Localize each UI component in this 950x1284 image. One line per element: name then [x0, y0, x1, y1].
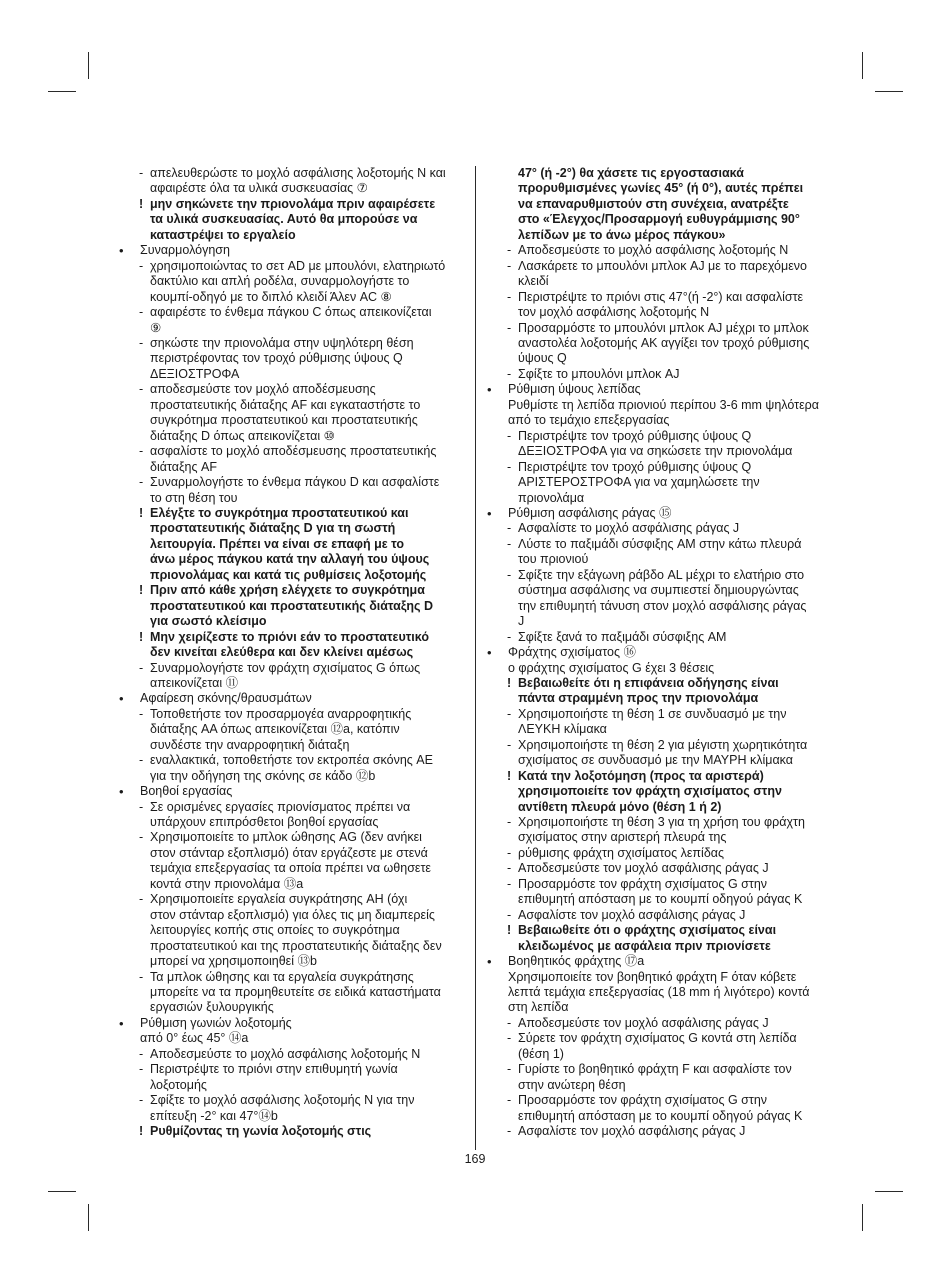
bullet-marker: • — [119, 784, 124, 800]
dash-marker: - — [139, 753, 144, 768]
text-line: Σφίξτε το μπουλόνι μπλοκ AJ — [518, 366, 680, 381]
warning-note — [487, 923, 847, 954]
instruction-step — [119, 753, 471, 784]
text-line: Σε ορισμένες εργασίες πριονίσματος πρέπει να — [150, 799, 411, 814]
instruction-step — [487, 429, 847, 460]
text-line: χρησιμοποιείτε τον φράχτη σχισίματος στην — [518, 784, 782, 799]
instruction-step — [119, 661, 471, 692]
text-line: Προσαρμόστε τον φράχτη σχισίματος G στην — [518, 876, 768, 891]
text-line: Περιστρέψτε το πριόνι στις 47°(ή -2°) και ασφαλίστε — [518, 289, 804, 304]
text-line: δεν κινείται ελεύθερα και δεν κλείνει αμέσως — [150, 645, 414, 660]
dash-marker: - — [139, 892, 144, 907]
text-line: Μην χειρίζεστε το πριόνι εάν το προστατευτικό — [150, 629, 429, 644]
bullet-marker: • — [119, 691, 124, 707]
text-line: Ρύθμιση ασφάλισης ράγας ⑮ — [508, 505, 672, 520]
text-line: αφαιρέστε όλα τα υλικά συσκευασίας ⑦ — [150, 181, 368, 196]
instruction-step — [119, 259, 471, 305]
text-line: προστατευτικού και προστατευτικής διάταξης D — [150, 598, 434, 613]
paragraph — [487, 970, 847, 1016]
text-line: αναστολέα λοξοτομής AK αγγίξει τον τροχό ρύθμισης — [518, 335, 810, 350]
text-line: κοντά στην πριονολάμα ⑬a — [150, 876, 304, 891]
instruction-step — [119, 1047, 471, 1062]
instruction-step — [119, 336, 471, 382]
dash-marker: - — [507, 289, 512, 304]
text-line: του πριονιού — [518, 552, 589, 567]
instruction-step — [487, 1031, 847, 1062]
text-line: Συναρμολογήστε τον φράχτη σχισίματος G όπως — [150, 660, 421, 675]
dash-marker: - — [139, 1093, 144, 1108]
dash-marker: - — [507, 320, 512, 335]
text-line: Προσαρμόστε το μπουλόνι μπλοκ AJ μέχρι το μπλοκ — [518, 320, 809, 335]
text-line: Περιστρέψτε τον τροχό ρύθμισης ύψους Q — [518, 459, 752, 474]
text-line: από 0° έως 45° ⑭a — [140, 1031, 249, 1046]
instruction-step — [119, 830, 471, 892]
crop-mark-bottom-left-horizontal — [48, 1191, 76, 1192]
section-heading — [487, 506, 847, 521]
dash-marker: - — [139, 258, 144, 273]
dash-marker: - — [139, 166, 144, 180]
text-line: κλειδί — [518, 274, 549, 289]
text-line: το στη θέση του — [150, 490, 238, 505]
warning-marker: ! — [139, 629, 144, 644]
text-line: πάντα στραμμένη προς την πριονολάμα — [518, 691, 759, 706]
dash-marker: - — [507, 1015, 512, 1030]
instruction-step — [487, 877, 847, 908]
right-column — [487, 166, 847, 1140]
instruction-step — [487, 861, 847, 876]
text-line: Πριν από κάθε χρήση ελέγχετε το συγκρότημα — [150, 583, 425, 598]
warning-note — [119, 583, 471, 629]
bullet-marker: • — [487, 645, 492, 661]
dash-marker: - — [507, 1093, 512, 1108]
text-line: κουμπί-οδηγό με το διπλό κλειδί Άλεν AC ⑧ — [150, 289, 392, 304]
instruction-step — [487, 1093, 847, 1124]
warning-note — [487, 769, 847, 815]
text-line: Γυρίστε το βοηθητικό φράχτη F και ασφαλίστε τον — [518, 1062, 792, 1077]
dash-marker: - — [507, 459, 512, 474]
instruction-step — [119, 305, 471, 336]
dash-marker: - — [507, 521, 512, 536]
text-line: Συναρμολόγηση — [140, 243, 230, 258]
text-line: λοξοτομής — [150, 1077, 207, 1092]
crop-mark-top-left-horizontal — [48, 91, 76, 92]
dash-marker: - — [507, 815, 512, 830]
text-line: πριονολάμας και κατά τις ρυθμίσεις λοξοτομής — [150, 567, 427, 582]
bullet-marker: • — [487, 505, 492, 521]
text-line: ο φράχτης σχισίματος G έχει 3 θέσεις — [508, 660, 715, 675]
text-line: τεμάχια επεξεργασίας τα οποία πρέπει να ωθησετε — [150, 861, 431, 876]
text-line: καταστρέψει το εργαλείο — [150, 227, 296, 242]
bullet-marker: • — [119, 1015, 124, 1031]
text-line: περιστρέφοντας τον τροχό ρύθμισης ύψους Q — [150, 351, 403, 366]
instruction-step — [119, 166, 471, 197]
crop-mark-bottom-right-horizontal — [875, 1191, 903, 1192]
text-line: Ασφαλίστε τον μοχλό ασφάλισης ράγας J — [518, 907, 746, 922]
text-line: Αποδεσμεύστε τον μοχλό ασφάλισης ράγας J — [518, 861, 769, 876]
instruction-step — [487, 460, 847, 506]
instruction-step — [487, 630, 847, 645]
text-line: Χρησιμοποιείτε το μπλοκ ώθησης AG (δεν ανήκει — [150, 830, 422, 845]
text-line: διάταξης AF — [150, 459, 217, 474]
text-line: 47° (ή -2°) θα χάσετε τις εργοστασιακά — [518, 166, 744, 180]
crop-mark-top-right-vertical — [862, 52, 863, 79]
text-line: τα υλικά συσκευασίας. Αυτό θα μπορούσε να — [150, 212, 418, 227]
text-line: επιθυμητή απόσταση με το κουμπί οδηγού ράγας K — [518, 1108, 803, 1123]
instruction-step — [487, 521, 847, 536]
column-divider — [475, 166, 476, 1150]
text-line: σύστημα ασφάλισης να συμπιεστεί δημιουργώντας — [518, 583, 799, 598]
text-line: δακτύλιο και απλή ροδέλα, συναρμολογήστε το — [150, 274, 410, 289]
text-line: Χρησιμοποιείτε τον βοηθητικό φράχτη F όταν κόβετε — [508, 969, 797, 984]
instruction-step — [119, 707, 471, 753]
text-line: Ασφαλίστε το μοχλό ασφάλισης ράγας J — [518, 521, 740, 536]
text-line: Περιστρέψτε το πριόνι στην επιθυμητή γωνία — [150, 1062, 398, 1077]
instruction-step — [119, 1093, 471, 1124]
text-line: Προσαρμόστε τον φράχτη σχισίματος G στην — [518, 1093, 768, 1108]
instruction-step — [119, 475, 471, 506]
section-heading — [487, 645, 847, 660]
text-line: ρύθμισης φράχτη σχισίματος λεπίδας — [518, 845, 725, 860]
warning-marker: ! — [139, 1124, 144, 1139]
instruction-step — [119, 970, 471, 1016]
text-line: εργασιών ξυλουργικής — [150, 1000, 274, 1015]
text-line: προστατευτικής διάταξης AF και εγκαταστήστε το — [150, 397, 421, 412]
text-line: μπορεί να χρησιμοποιηθεί ⑬b — [150, 954, 317, 969]
warning-marker: ! — [139, 196, 144, 211]
warning-marker: ! — [139, 505, 144, 520]
text-line: Ελέγξτε το συγκρότημα προστατευτικού και — [150, 505, 409, 520]
text-line: Χρησιμοποιήστε τη θέση 1 σε συνδυασμό με την — [518, 706, 787, 721]
text-line: στην ανώτερη θέση — [518, 1077, 626, 1092]
text-line: Χρησιμοποιήστε τη θέση 2 για μέγιστη χωρητικότητα — [518, 737, 808, 752]
instruction-step — [119, 1062, 471, 1093]
text-line: στη λεπίδα — [508, 1000, 569, 1015]
dash-marker: - — [507, 428, 512, 443]
text-line: ⑨ — [150, 320, 162, 335]
text-line: Τοποθετήστε τον προσαρμογέα αναρροφητικής — [150, 706, 412, 721]
text-line: Βεβαιωθείτε ότι η επιφάνεια οδήγησης είναι — [518, 675, 779, 690]
text-line: Σύρετε τον φράχτη σχισίματος G κοντά στη λεπίδα — [518, 1031, 797, 1046]
bullet-marker: • — [119, 243, 124, 259]
text-line: ύψους Q — [518, 351, 567, 366]
crop-mark-bottom-right-vertical — [862, 1204, 863, 1231]
dash-marker: - — [139, 335, 144, 350]
text-line: στον στάνταρ εξοπλισμό) για όλες τις μη διαμπερείς — [150, 907, 435, 922]
text-line: Ρυθμίστε τη λεπίδα πριονιού περίπου 3-6 mm ψηλότερα — [508, 397, 819, 412]
crop-mark-top-right-horizontal — [875, 91, 903, 92]
dash-marker: - — [139, 475, 144, 490]
text-line: Σφίξτε το μοχλό ασφάλισης λοξοτομής N για την — [150, 1093, 415, 1108]
instruction-step — [119, 892, 471, 969]
dash-marker: - — [139, 799, 144, 814]
instruction-step — [487, 908, 847, 923]
text-line: Ρύθμιση ύψους λεπίδας — [508, 382, 641, 397]
warning-marker: ! — [507, 923, 512, 938]
text-line: λεπίδων με το άνω μέρος πάγκου» — [518, 227, 726, 242]
text-line: μπορείτε να τα προμηθευτείτε σε ειδικά καταστήματα — [150, 985, 441, 1000]
warning-marker: ! — [139, 583, 144, 598]
text-line: προρυθμισμένες γωνίες 45° (ή 0°), αυτές πρέπει — [518, 181, 804, 196]
instruction-step — [119, 382, 471, 444]
section-heading — [119, 243, 471, 258]
text-line: αφαιρέστε το ένθεμα πάγκου C όπως απεικονίζεται — [150, 305, 432, 320]
text-line: από το τεμάχιο επεξεργασίας — [508, 413, 670, 428]
text-line: σηκώστε την πριονολάμα στην υψηλότερη θέση — [150, 335, 414, 350]
dash-marker: - — [507, 861, 512, 876]
text-line: ΛΕΥΚΗ κλίμακα — [518, 722, 607, 737]
section-heading — [119, 1016, 471, 1031]
text-line: Ασφαλίστε τον μοχλό ασφάλισης ράγας J — [518, 1124, 746, 1139]
dash-marker: - — [507, 876, 512, 891]
text-line: για σωστό κλείσιμο — [150, 614, 267, 629]
text-line: Βεβαιωθείτε ότι ο φράχτης σχισίματος είναι — [518, 923, 777, 938]
instruction-step — [487, 537, 847, 568]
text-line: την επιθυμητή τάνυση στον μοχλό ασφάλισης ράγας — [518, 598, 807, 613]
dash-marker: - — [507, 737, 512, 752]
warning-note — [487, 676, 847, 707]
text-line: Ρυθμίζοντας τη γωνία λοξοτομής στις — [150, 1124, 372, 1139]
instruction-step — [487, 707, 847, 738]
text-line: απεικονίζεται ⑪ — [150, 675, 239, 690]
instruction-step — [487, 259, 847, 290]
warning-note — [119, 1124, 471, 1139]
text-line: Βοηθοί εργασίας — [140, 784, 233, 799]
bullet-marker: • — [487, 954, 492, 970]
dash-marker: - — [139, 1046, 144, 1061]
text-line: ΔΕΞΙΟΣΤΡΟΦΑ — [150, 366, 240, 381]
text-line: Περιστρέψτε τον τροχό ρύθμισης ύψους Q — [518, 428, 752, 443]
text-line: σχισίματος σε συνδυασμό με την ΜΑΥΡΗ κλίμακα — [518, 753, 793, 768]
text-line: χρησιμοποιώντας το σετ AD με μπουλόνι, ελατηριωτό — [150, 258, 446, 273]
dash-marker: - — [507, 258, 512, 273]
text-line: προστατευτικής διάταξης D για τη σωστή — [150, 521, 396, 536]
instruction-step — [487, 1016, 847, 1031]
text-line: Αποδεσμεύστε το μοχλό ασφάλισης λοξοτομής N — [150, 1046, 421, 1061]
text-line: ΑΡΙΣΤΕΡΟΣΤΡΟΦΑ για να χαμηλώσετε την — [518, 475, 760, 490]
warning-note — [487, 166, 847, 243]
text-line: τον μοχλό ασφάλισης λοξοτομής N — [518, 305, 710, 320]
warning-marker: ! — [507, 768, 512, 783]
bullet-marker: • — [487, 382, 492, 398]
instruction-step — [487, 321, 847, 367]
dash-marker: - — [139, 382, 144, 397]
paragraph — [487, 661, 847, 676]
text-line: λειτουργίες κοπής στις οποίες το συγκρότημα — [150, 923, 400, 938]
text-line: Χρησιμοποιείτε εργαλεία συγκράτησης AH (όχι — [150, 892, 408, 907]
instruction-step — [487, 243, 847, 258]
text-line: Τα μπλοκ ώθησης και τα εργαλεία συγκράτησης — [150, 969, 414, 984]
text-line: (θέση 1) — [518, 1046, 564, 1061]
dash-marker: - — [139, 969, 144, 984]
text-line: συνδέστε την αναρροφητική διάταξη — [150, 737, 350, 752]
instruction-step — [487, 1124, 847, 1139]
dash-marker: - — [139, 1062, 144, 1077]
text-line: ασφαλίστε το μοχλό αποδέσμευσης προστατευτικής — [150, 444, 437, 459]
text-line: πριονολάμα — [518, 490, 585, 505]
text-line: Ρύθμιση γωνιών λοξοτομής — [140, 1015, 292, 1030]
text-line: σχισίματος στην αριστερή πλευρά της — [518, 830, 727, 845]
dash-marker: - — [139, 305, 144, 320]
paragraph — [487, 398, 847, 429]
dash-marker: - — [507, 1031, 512, 1046]
instruction-step — [487, 1062, 847, 1093]
warning-marker: ! — [507, 675, 512, 690]
text-line: Αποδεσμεύστε το μοχλό ασφάλισης λοξοτομής N — [518, 243, 789, 258]
instruction-step — [487, 568, 847, 630]
text-line: προστατευτικού και της προστατευτικής διάταξης δεν — [150, 938, 442, 953]
text-line: στο «Έλεγχος/Προσαρμογή ευθυγράμμισης 90° — [518, 212, 800, 227]
dash-marker: - — [507, 243, 512, 258]
text-line: λεπτά τεμάχια επεξεργασίας (18 mm ή λιγότερο) κοντά — [508, 985, 810, 1000]
instruction-step — [487, 290, 847, 321]
text-line: Αποδεσμεύστε τον μοχλό ασφάλισης ράγας J — [518, 1015, 769, 1030]
dash-marker: - — [139, 660, 144, 675]
text-line: διάταξης AA όπως απεικονίζεται ⑫a, κατόπιν — [150, 722, 400, 737]
page-number: 169 — [464, 1152, 486, 1166]
dash-marker: - — [139, 706, 144, 721]
section-heading — [487, 954, 847, 969]
text-line: Λύστε το παξιμάδι σύσφιξης AM στην κάτω πλευρά — [518, 536, 802, 551]
text-line: Χρησιμοποιήστε τη θέση 3 για τη χρήση του φράχτη — [518, 815, 805, 830]
warning-note — [119, 630, 471, 661]
text-line: Συναρμολογήστε το ένθεμα πάγκου D και ασφαλίστε — [150, 475, 440, 490]
text-line: ΔΕΞΙΟΣΤΡΟΦΑ για να σηκώσετε την πριονολάμα — [518, 444, 793, 459]
text-line: J — [518, 614, 525, 629]
dash-marker: - — [507, 1062, 512, 1077]
dash-marker: - — [507, 706, 512, 721]
instruction-step — [119, 444, 471, 475]
text-line: μην σηκώνετε την πριονολάμα πριν αφαιρέσετε — [150, 196, 436, 211]
text-line: να επαναρυθμιστούν στη συνέχεια, ανατρέξτε — [518, 196, 789, 211]
text-line: στον στάνταρ εξοπλισμό) όταν εργάζεστε με στενά — [150, 845, 428, 860]
paragraph — [119, 1031, 471, 1046]
text-line: Κατά την λοξοτόμηση (προς τα αριστερά) — [518, 768, 764, 783]
instruction-step — [487, 367, 847, 382]
text-line: επιθυμητή απόσταση με το κουμπί οδηγού ράγας K — [518, 892, 803, 907]
text-line: Λασκάρετε το μπουλόνι μπλοκ AJ με το παρεχόμενο — [518, 258, 807, 273]
text-line: αντίθετη πλευρά μόνο (θέση 1 ή 2) — [518, 799, 722, 814]
text-line: υπάρχουν επιπρόσθετοι βοηθοί εργασίας — [150, 815, 379, 830]
instruction-step — [487, 846, 847, 861]
crop-mark-top-left-vertical — [88, 52, 89, 79]
crop-mark-bottom-left-vertical — [88, 1204, 89, 1231]
text-line: λειτουργία. Πρέπει να είναι σε επαφή με το — [150, 536, 404, 551]
section-heading — [487, 382, 847, 397]
text-line: επίτευξη -2° και 47°⑭b — [150, 1108, 278, 1123]
left-column — [119, 166, 471, 1140]
text-line: εναλλακτικά, τοποθετήστε τον εκτροπέα σκόνης AE — [150, 753, 433, 768]
text-line: Βοηθητικός φράχτης ⑰a — [508, 954, 645, 969]
text-line: Σφίξτε ξανά το παξιμάδι σύσφιξης AM — [518, 629, 727, 644]
dash-marker: - — [507, 366, 512, 381]
text-line: συγκρότημα προστατευτικού και προστατευτικής — [150, 413, 418, 428]
text-line: κλειδωμένος με ασφάλεια πριν πριονίσετε — [518, 938, 771, 953]
dash-marker: - — [139, 830, 144, 845]
dash-marker: - — [507, 629, 512, 644]
section-heading — [119, 691, 471, 706]
dash-marker: - — [507, 845, 512, 860]
text-line: αποδεσμεύστε τον μοχλό αποδέσμευσης — [150, 382, 376, 397]
dash-marker: - — [507, 567, 512, 582]
text-line: για την οδήγηση της σκόνης σε κάδο ⑫b — [150, 768, 376, 783]
text-line: άνω μέρος πάγκου κατά την αλλαγή του ύψους — [150, 552, 430, 567]
warning-note — [119, 506, 471, 583]
instruction-step — [119, 800, 471, 831]
text-line: Αφαίρεση σκόνης/θραυσμάτων — [140, 691, 312, 706]
text-line: Σφίξτε την εξάγωνη ράβδο AL μέχρι το ελατήριο στο — [518, 567, 805, 582]
instruction-step — [487, 738, 847, 769]
text-line: Φράχτης σχισίματος ⑯ — [508, 645, 636, 660]
text-line: διάταξης D όπως απεικονίζεται ⑩ — [150, 428, 335, 443]
instruction-step — [487, 815, 847, 846]
dash-marker: - — [507, 536, 512, 551]
section-heading — [119, 784, 471, 799]
dash-marker: - — [139, 444, 144, 459]
dash-marker: - — [507, 1124, 512, 1139]
text-line: απελευθερώστε το μοχλό ασφάλισης λοξοτομής N και — [150, 166, 446, 180]
dash-marker: - — [507, 907, 512, 922]
warning-note — [119, 197, 471, 243]
